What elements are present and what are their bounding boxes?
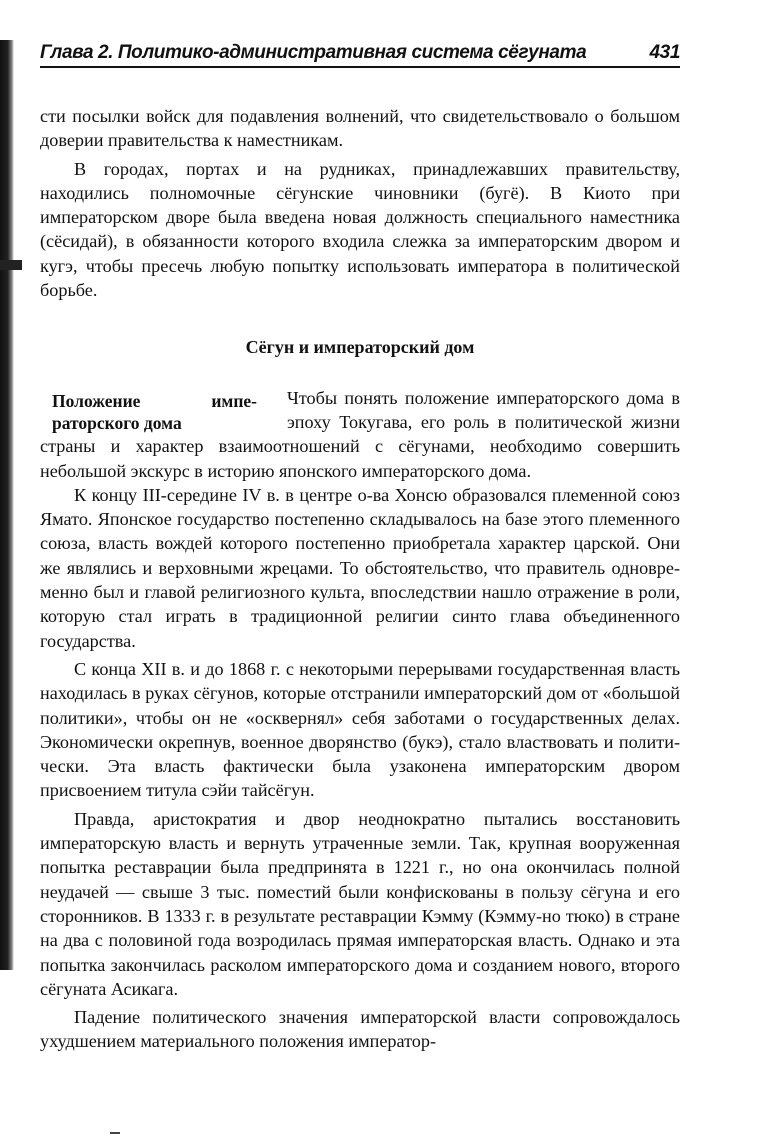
scan-mark <box>110 1132 120 1134</box>
paragraph: Чтобы понять положение императорского дома в эпоху Токугава, его роль в политической жизни страны и характер взаимоотношений с сёгунами, необходимо совершить небольшой экскурс в историю японского императорского дома. <box>40 387 680 481</box>
page-number: 431 <box>649 42 680 63</box>
paragraph: Падение политического значения императорской власти сопровождалось ухудшением материального положения император- <box>40 1007 680 1052</box>
section-heading: Сёгун и императорский дом <box>245 337 475 358</box>
chapter-title: Глава 2. Политико-административная система сёгуната <box>40 42 587 63</box>
page-body <box>40 104 680 1054</box>
page-spine-mark <box>0 260 22 270</box>
paragraph: К концу III-середине IV в. в центре о-ва Хонсю образовался племенной союз Ямато. Японское государство постепенно складывалось на базе этого племенного союза, власть вождей которого постепенно приобретала характер царской. Они же являлись и верховными жрецами. То обстоятельство, что правитель одновременно был и главой религиозного культа, впоследствии нашло отражение в роли, которую стал играть в традиционной религии синто глава объединенного государства. <box>40 484 680 651</box>
paragraph: С конца XII в. и до 1868 г. с некоторыми перерывами государственная власть находилась в руках сёгунов, которые отстранили императорский дом от «большой политики», чтобы он не «осквернял» себя заботами о государственных делах. Экономически окрепнув, военное дворянство (букэ), стало властвовать и политически. Эта власть фактически была узаконена императорским двором присвоением титула сэйи тайсёгун. <box>40 658 680 801</box>
running-header <box>40 42 680 68</box>
paragraph: сти посылки войск для подавления волнений, что свидетельствовало о большом доверии правительства к наместникам. <box>40 106 680 151</box>
book-page <box>40 42 680 1054</box>
margin-heading: Положение императорского дома <box>52 390 257 433</box>
section-intro <box>40 386 680 483</box>
paragraph: Правда, аристократия и двор неоднократно пытались восстановить императорскую власть и вернуть утраченные земли. Так, крупная вооруженная попытка реставрации была предпринята в 1221 г., но она окончилась полной неудачей — свыше 3 тыс. поместий были конфискованы в пользу сёгуна и его сторонников. В 1333 г. в результате реставрации Кэмму (Кэмму-но тюко) в стране на два с половиной года возродилась прямая императорская власть. Однако и эта попытка закончилась расколом императорского дома и созданием нового, второго сёгуната Асикага. <box>40 808 680 999</box>
page-spine-shadow <box>0 40 14 970</box>
paragraph: В городах, портах и на рудниках, принадлежавших правительству, находились полномочные сёгунские чиновники (бугё). В Киото при императорском дворе была введена новая должность специального наместника (сёсидай), в обязанности которого входила слежка за императорским двором и кугэ, чтобы пресечь любую попытку использовать императора в политической борьбе. <box>40 158 680 301</box>
